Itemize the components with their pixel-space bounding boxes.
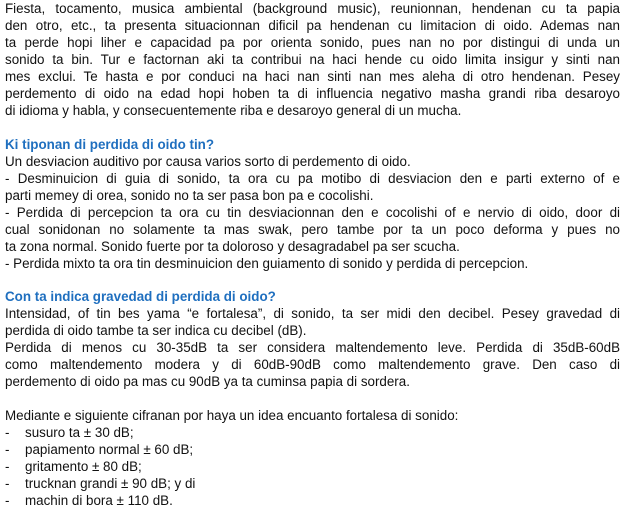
- list-item: [5, 475, 195, 492]
- bullet-dash: -: [5, 493, 10, 508]
- types-line-7: - Perdida mixto ta ora tin desminuicion den guiamento di sonido y perdida di percepcion.: [5, 256, 529, 271]
- section-heading-severity: Con ta indica gravedad di perdida di oido?: [5, 289, 276, 304]
- list-item-text: gritamento ± 80 dB;: [25, 459, 142, 474]
- list-item-text: susuro ta ± 30 dB;: [25, 425, 134, 440]
- severity-line-3: Perdida di menos cu 30-35dB ta ser considera maltendemento leve. Perdida di 35dB-60dB: [5, 340, 620, 355]
- list-item: [5, 424, 134, 441]
- severity-line-5: perdemento di oido pa mas cu 90dB ya ta cuminsa papia di sordera.: [5, 374, 410, 389]
- severity-line-4: como maltendemento modera y di 60dB-90dB como maltendemento grave. Den caso di: [5, 357, 620, 372]
- severity-line-2: perdida di oido tambe ta ser indica cu decibel (dB).: [5, 323, 307, 338]
- types-line-5: cual sonidonan no solamente ta mas swak, pero tambe por ta un poco deforma y pues no: [5, 222, 620, 237]
- intro-line-2: den otro, etc., ta presenta situacionnan dificil pa hendenan cu limitacion di oido. Ademas nan: [5, 18, 620, 33]
- bullet-dash: -: [5, 476, 10, 491]
- types-line-6: ta zona normal. Sonido fuerte por ta doloroso y desagradabel pa ser scucha.: [5, 239, 460, 254]
- types-line-1: Un desviacion auditivo por causa varios sorto di perdemento di oido.: [5, 154, 411, 169]
- list-item-text: machin di bora ± 110 dB.: [25, 493, 173, 508]
- types-line-3: parti memey di orea, sonido no ta ser pasa bon pa e cocolishi.: [5, 188, 374, 203]
- intro-line-6: perdemento di oido na edad hopi hoben ta di influencia negativo masha grandi riba desaroyo: [5, 86, 620, 101]
- section-heading-types: Ki tiponan di perdida di oido tin?: [5, 137, 215, 152]
- intro-line-4: sonido ta bin. Tur e factornan aki ta contribui na haci hende cu oido limita insigur y sinti nan: [5, 52, 620, 67]
- bullet-dash: -: [5, 425, 10, 440]
- bullet-dash: -: [5, 459, 10, 474]
- list-item-text: papiamento normal ± 60 dB;: [25, 442, 194, 457]
- list-item: [5, 492, 173, 509]
- intro-line-3: ta perde hopi liher e capacidad pa por orienta sonido, pues nan no por distingui di unda un: [5, 35, 620, 50]
- loudness-intro: Mediante e siguiente cifranan por haya un idea encuanto fortalesa di sonido:: [5, 408, 459, 423]
- list-item-text: trucknan grandi ± 90 dB; y di: [25, 476, 196, 491]
- intro-line-7: di idioma y habla, y consecuentemente riba e desaroyo general di un mucha.: [5, 103, 462, 118]
- list-item: [5, 441, 193, 458]
- list-item: [5, 458, 142, 475]
- types-line-4: - Perdida di percepcion ta ora cu tin desviacionnan den e cocolishi of e nervio di oido, door di: [5, 205, 620, 220]
- bullet-dash: -: [5, 442, 10, 457]
- intro-line-5: mes exclui. Te hasta e por conduci na haci nan sinti nan mes aleha di otro hendenan. Pesey: [5, 69, 620, 84]
- types-line-2: - Desminuicion di guia di sonido, ta ora cu pa motibo di desviacion den e parti externo of e: [5, 171, 620, 186]
- intro-line-1: Fiesta, tocamento, musica ambiental (background music), reunionnan, hendenan cu ta papia: [5, 1, 620, 16]
- severity-line-1: Intensidad, of tin bes yama “e fortalesa”, di sonido, ta ser midi den decibel. Pesey gravedad di: [5, 306, 620, 321]
